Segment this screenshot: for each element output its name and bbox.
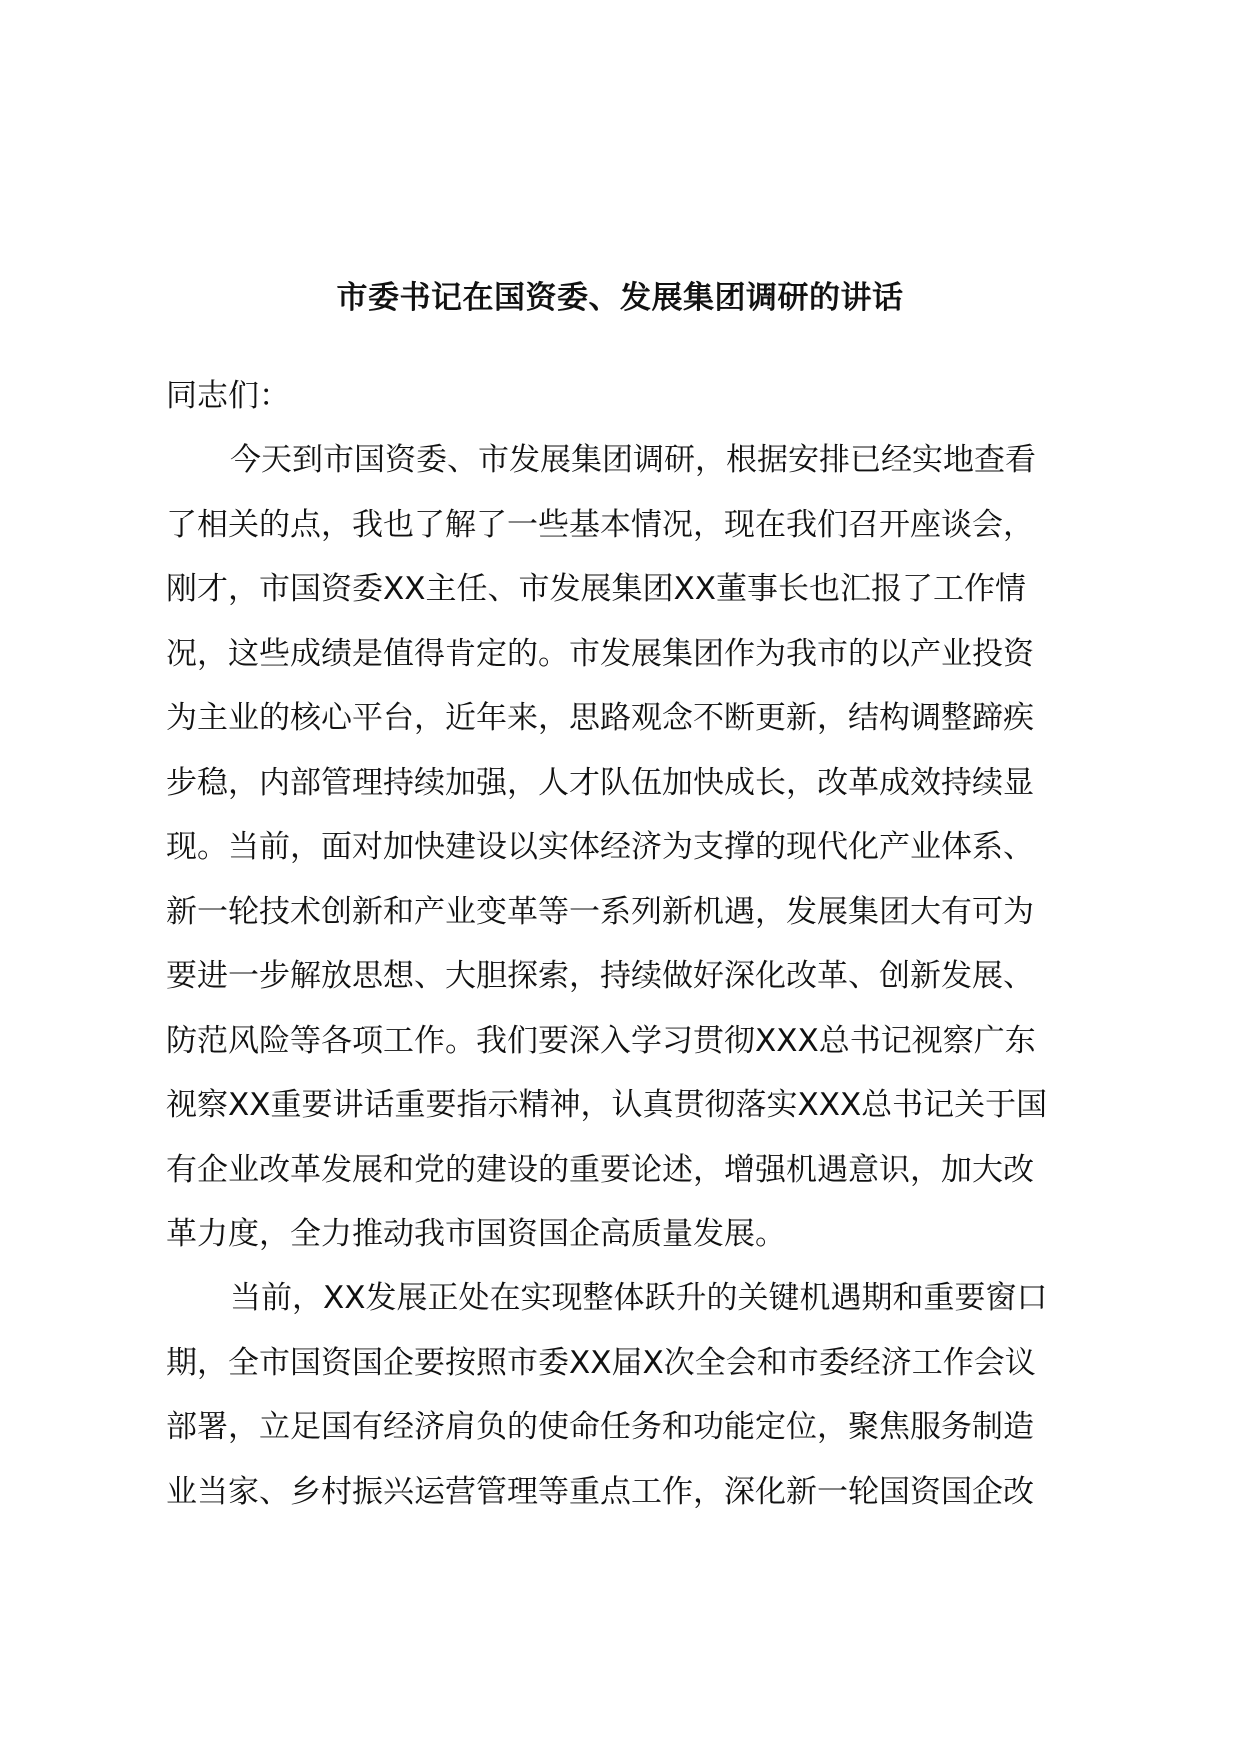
paragraph-line: 业当家、乡村振兴运营管理等重点工作，深化新一轮国资国企改 bbox=[166, 1473, 1034, 1510]
document-title: 市委书记在国资委、发展集团调研的讲话 bbox=[336, 280, 904, 316]
paragraph-1 bbox=[166, 428, 1126, 1267]
paragraph-line: 视察XX重要讲话重要指示精神，认真贯彻落实XXX总书记关于国 bbox=[166, 1087, 1048, 1123]
greeting-line bbox=[166, 364, 1126, 429]
paragraph-line: 了相关的点，我也了解了一些基本情况，现在我们召开座谈会， bbox=[166, 506, 1034, 543]
paragraph-line: 新一轮技术创新和产业变革等一系列新机遇，发展集团大有可为 bbox=[166, 893, 1034, 930]
greeting-text: 同志们： bbox=[166, 378, 290, 414]
paragraph-line: 今天到市国资委、市发展集团调研，根据安排已经实地查看 bbox=[230, 442, 1036, 478]
paragraph-line: 部署，立足国有经济肩负的使命任务和功能定位，聚焦服务制造 bbox=[166, 1409, 1034, 1445]
paragraph-line: 防范风险等各项工作。我们要深入学习贯彻XXX总书记视察广东 bbox=[166, 1022, 1036, 1059]
paragraph-line: 有企业改革发展和党的建设的重要论述，增强机遇意识，加大改 bbox=[166, 1151, 1034, 1188]
paragraph-line: 期，全市国资国企要按照市委XX届X次全会和市委经济工作会议 bbox=[166, 1344, 1036, 1381]
paragraph-line: 当前，XX发展正处在实现整体跃升的关键机遇期和重要窗口 bbox=[230, 1280, 1048, 1316]
paragraph-line: 刚才，市国资委XX主任、市发展集团XX董事长也汇报了工作情 bbox=[166, 571, 1026, 607]
paragraph-line: 革力度，全力推动我市国资国企高质量发展。 bbox=[166, 1216, 786, 1252]
paragraph-line: 为主业的核心平台，近年来，思路观念不断更新，结构调整蹄疾 bbox=[166, 700, 1034, 736]
paragraph-line: 要进一步解放思想、大胆探索，持续做好深化改革、创新发展、 bbox=[166, 958, 1034, 994]
paragraph-line: 现。当前，面对加快建设以实体经济为支撑的现代化产业体系、 bbox=[166, 829, 1034, 865]
paragraph-line: 况，这些成绩是值得肯定的。市发展集团作为我市的以产业投资 bbox=[166, 635, 1034, 672]
paragraph-2 bbox=[166, 1266, 1126, 1524]
paragraph-line: 步稳，内部管理持续加强，人才队伍加快成长，改革成效持续显 bbox=[166, 764, 1034, 801]
